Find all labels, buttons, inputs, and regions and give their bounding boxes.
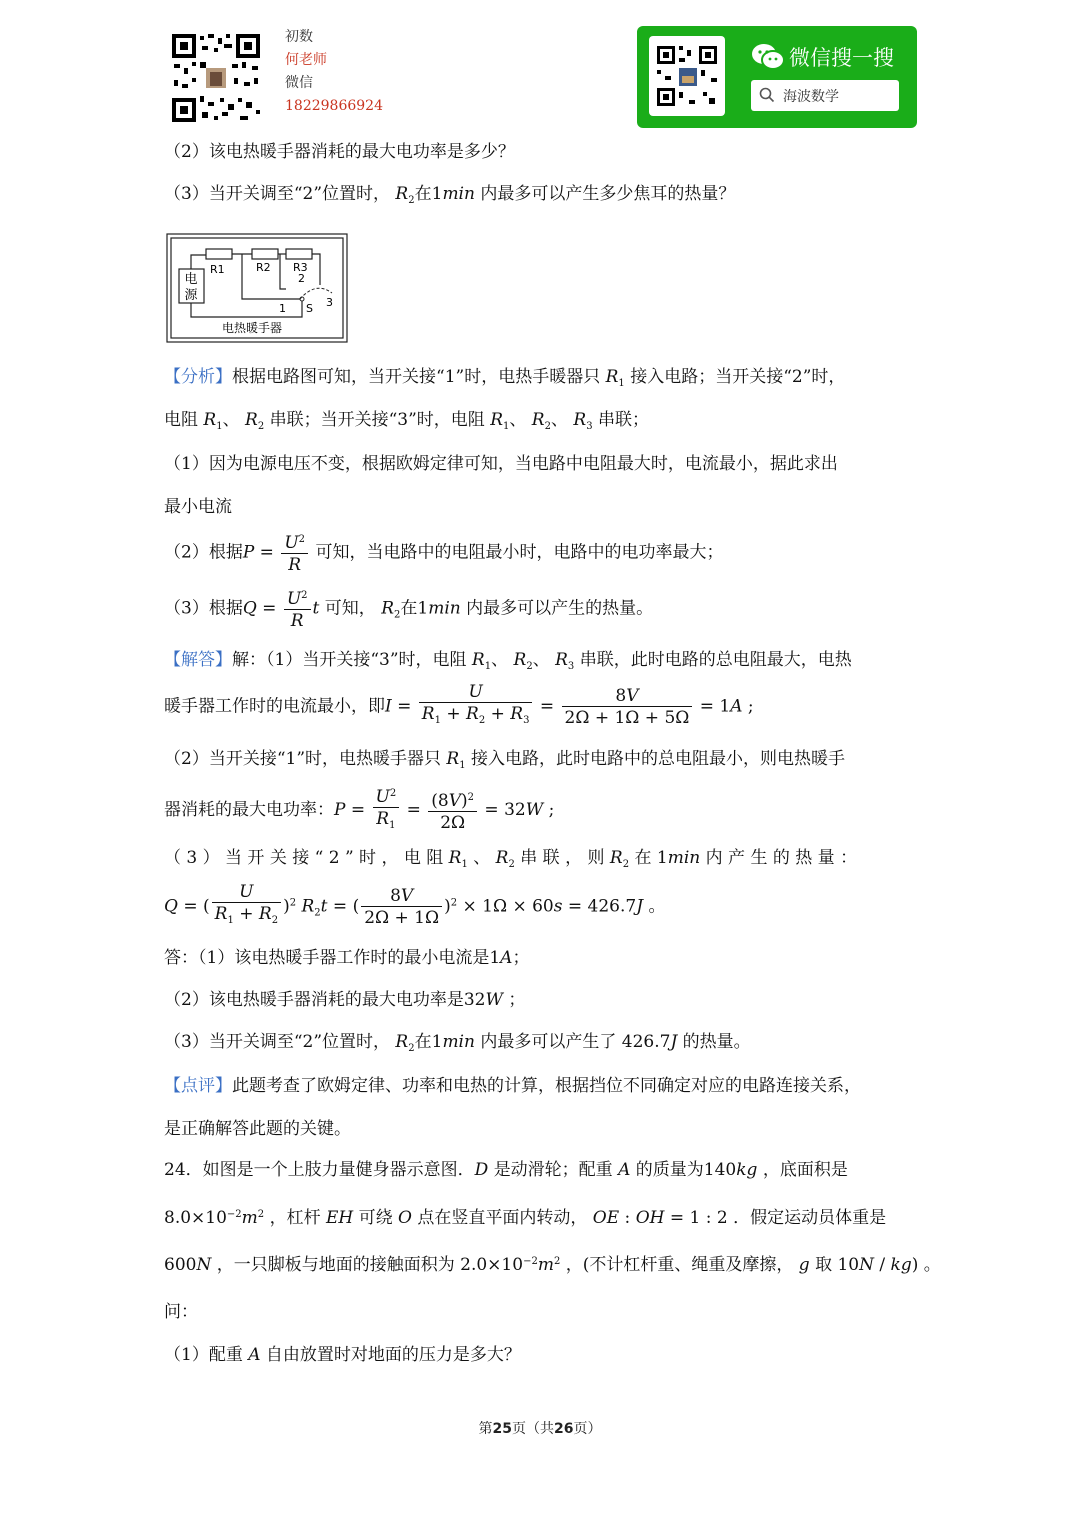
wechat-logo-icon xyxy=(750,42,786,72)
text: 可知，当电路中的电阻最小时，电路中的电功率最大； xyxy=(315,542,724,563)
text: （2）该电热暖手器消耗的最大电功率是多少？ xyxy=(164,142,515,162)
wechat-search-box[interactable] xyxy=(751,80,899,111)
text: 串联；当开关接“3”时，电阻 xyxy=(269,410,485,430)
analysis-line: （1）因为电源电压不变，根据欧姆定律可知，当电路中电阻最大时，电流最小，据此求出 xyxy=(164,454,838,474)
text: 接入电路，此时电路中的总电阻最小，则电热暖手 xyxy=(471,749,846,769)
text: 根据电路图可知，当开关接“1”时，电热手暖器只 xyxy=(232,367,601,387)
text: 取 xyxy=(815,1255,833,1275)
comment-line: 是正确解答此题的关键。 xyxy=(164,1119,351,1139)
text: （3）当开关调至“2”位置时， xyxy=(164,1032,391,1052)
answer-line: 【解答】解：（1）当开关接“3”时，电阻 $R_1$、 $R_2$、 $R_3$ 串联，此时电路的总电阻最大，电热 xyxy=(164,650,852,672)
text: 解：（1）当开关接“3”时，电阻 xyxy=(232,650,467,670)
page-footer xyxy=(0,1418,1080,1438)
answer-line: Q = ( $\frac{U}{R_1 + R_2}$ )$^2$ $R_2t$ = ( $\frac{8V}{2\Omega + 1\Omega}$ )$^2$ × 1Ω × 60s = 426.7J 。 xyxy=(164,882,665,932)
contact-block xyxy=(285,26,383,118)
comment-tag: 【点评】 xyxy=(164,1076,232,1096)
text: 暖手器工作时的电流最小，即 xyxy=(164,696,385,717)
question-line xyxy=(164,140,515,164)
text: 接入电路；当开关接“2”时， xyxy=(630,367,846,387)
text: 是动滑轮；配重 xyxy=(493,1160,613,1180)
circuit-diagram xyxy=(166,233,348,343)
circuit-label: 2 xyxy=(298,272,305,285)
wechat-qr-code xyxy=(649,36,725,116)
question-line: （3）当开关调至“2”位置时， $R_2$在1min 内最多可以产生多少焦耳的热量？ xyxy=(164,184,736,206)
text: 内最多可以产生了 xyxy=(480,1032,617,1052)
question-line: $8.0\times 10^{-2}m^2$ ，杠杆 EH 可绕 O 点在竖直平面内转动， OE : OH = 1 : 2 ．假定运动员体重是 xyxy=(164,1208,887,1228)
search-query: 海波数学 xyxy=(783,89,839,105)
fraction: $\frac{U^2}{R}$ xyxy=(281,530,308,576)
text: （ 3 ） 当 开 关 接 “ 2 ” 时 ， 电 阻 xyxy=(164,848,444,868)
fraction: $\frac{8V}{2\Omega + 1\Omega}$ xyxy=(361,886,442,929)
text: 此题考查了欧姆定律、功率和电热的计算，根据挡位不同确定对应的电路连接关系， xyxy=(232,1076,861,1096)
text: 在 xyxy=(414,184,432,204)
text: ，(不计杠杆重、绳重及摩擦， xyxy=(565,1255,794,1275)
text: （2）根据 xyxy=(164,542,243,563)
contact-line: 微信 xyxy=(285,75,313,91)
circuit-label: S xyxy=(306,302,313,315)
analysis-line: 电阻 $R_1$、 $R_2$ 串联；当开关接“3”时，电阻 $R_1$、 $R_2$、 $R_3$ 串联； xyxy=(164,410,649,432)
text: 在 xyxy=(634,848,652,868)
text: （2）该电热暖手器消耗的最大电功率是 xyxy=(164,990,464,1010)
text: ．假定运动员体重是 xyxy=(733,1208,887,1228)
answer-line: 答：（1）该电热暖手器工作时的最小电流是1A； xyxy=(164,948,530,968)
analysis-tag: 【分析】 xyxy=(164,367,232,387)
analysis-line: 【分析】根据电路图可知，当开关接“1”时，电热手暖器只 $R_1$ 接入电路；当开关接“2”时， xyxy=(164,367,846,389)
fraction: $\frac{(8V)^2}{2\Omega}$ xyxy=(428,788,477,834)
question-line: 问： xyxy=(164,1302,198,1322)
text: （3）当开关调至“2”位置时， xyxy=(164,184,391,204)
fraction: $\frac{U^2}{R}$ xyxy=(284,586,311,632)
text: 串联； xyxy=(597,410,649,430)
contact-phone: 18229866924 xyxy=(285,98,383,114)
text: （2）当开关接“1”时，电热暖手器只 xyxy=(164,749,442,769)
wechat-qr-box xyxy=(649,36,725,116)
question-line: 600N ，一只脚板与地面的接触面积为 $2.0\times 10^{-2}m^2$ ，(不计杠杆重、绳重及摩擦， g 取 10N / kg) 。 xyxy=(164,1255,941,1275)
answer-line: 暖手器工作时的电流最小，即I = $\frac{U}{R_1 + R_2 + R_3}$ = $\frac{8V}{2\Omega + 1\Omega + 5\Omega}$ = 1A ; xyxy=(164,682,754,732)
text: 串 联 ， 则 xyxy=(520,848,605,868)
text: 电阻 xyxy=(164,410,198,430)
fraction: $\frac{U}{R_1 + R_2 + R_3}$ xyxy=(419,682,533,732)
analysis-line: （3）根据Q = $\frac{U^2}{R}$ t 可知， $R_2$在1min 内最多可以产生的热量。 xyxy=(164,586,653,632)
circuit-label: 3 xyxy=(326,296,333,309)
answer-line: （2）当开关接“1”时，电热暖手器只 $R_1$ 接入电路，此时电路中的总电阻最小，则电热暖手 xyxy=(164,749,846,771)
circuit-label: 1 xyxy=(279,302,286,315)
answer-line: 器消耗的最大电功率：P = $\frac{U^2}{R_1}$ = $\frac{(8V)^2}{2\Omega}$ = 32W ; xyxy=(164,784,554,837)
text: （3）根据 xyxy=(164,598,243,619)
text: 自由放置时对地面的压力是多大？ xyxy=(265,1345,521,1365)
text: 答：（1）该电热暖手器工作时的最小电流是 xyxy=(164,948,490,968)
question-line: （1）配重 A 自由放置时对地面的压力是多大？ xyxy=(164,1345,521,1365)
circuit-caption: 电热暖手器 xyxy=(221,321,283,335)
page-number: 25 xyxy=(492,1421,512,1437)
text: 可知， xyxy=(324,598,376,619)
text: 可绕 xyxy=(358,1208,393,1228)
page-total: 26 xyxy=(554,1421,574,1437)
circuit-label: R2 xyxy=(256,261,271,274)
search-icon xyxy=(759,87,775,103)
analysis-line: （2）根据P = $\frac{U^2}{R}$ 可知，当电路中的电阻最小时，电路中的电功率最大； xyxy=(164,530,723,576)
fraction: $\frac{8V}{2\Omega + 1\Omega + 5\Omega}$ xyxy=(562,686,693,729)
circuit-label: 源 xyxy=(184,288,198,303)
qr-code-image xyxy=(170,32,262,124)
circuit-label: 电 xyxy=(184,272,198,287)
text: 内 产 生 的 热 量 ： xyxy=(705,848,858,868)
answer-line: （2）该电热暖手器消耗的最大电功率是32W ； xyxy=(164,990,526,1010)
text: 第 xyxy=(478,1421,493,1437)
text: 器消耗的最大电功率： xyxy=(164,800,334,820)
contact-line: 何老师 xyxy=(285,52,327,68)
contact-line: 初数 xyxy=(285,29,313,45)
text: 。 xyxy=(923,1255,941,1275)
text: ，杠杆 xyxy=(269,1208,321,1228)
circuit-label: R1 xyxy=(210,263,225,276)
comment-line xyxy=(164,1074,861,1098)
text: （1）配重 xyxy=(164,1345,243,1365)
text: 串联，此时电路的总电阻最大，电热 xyxy=(579,650,852,670)
wechat-search-card[interactable] xyxy=(637,26,917,128)
text: 24．如图是一个上肢力量健身器示意图． xyxy=(164,1160,475,1180)
text: ，底面积是 xyxy=(762,1160,848,1180)
analysis-line: 最小电流 xyxy=(164,497,232,517)
text: 页） xyxy=(573,1421,602,1437)
answer-line: （ 3 ） 当 开 关 接 “ 2 ” 时 ， 电 阻 $R_1$ 、 $R_2$ 串 联 ， 则 $R_2$ 在 1min 内 产 生 的 热 量 ： xyxy=(164,848,858,870)
answer-line: （3）当开关调至“2”位置时， $R_2$在1min 内最多可以产生了 426.7J 的热量。 xyxy=(164,1032,751,1054)
wechat-search-title: 微信搜一搜 xyxy=(789,46,894,70)
text: 内最多可以产生的热量。 xyxy=(466,598,654,619)
text: 的质量为 xyxy=(635,1160,704,1180)
text: ，一只脚板与地面的接触面积为 xyxy=(216,1255,455,1275)
answer-tag: 【解答】 xyxy=(164,650,232,670)
fraction: $\frac{U}{R_1 + R_2}$ xyxy=(212,882,281,932)
text: 在 xyxy=(414,1032,432,1052)
fraction: $\frac{U^2}{R_1}$ xyxy=(373,784,400,837)
text: 点在竖直平面内转动， xyxy=(417,1208,588,1228)
text: 的热量。 xyxy=(682,1032,751,1052)
text: 页（共 xyxy=(512,1421,554,1437)
text: 内最多可以产生多少焦耳的热量？ xyxy=(480,184,736,204)
circuit-label: R3 xyxy=(293,261,308,274)
text: 在 xyxy=(400,598,418,619)
question-line: 24．如图是一个上肢力量健身器示意图．D 是动滑轮；配重 A 的质量为140kg ，底面积是 xyxy=(164,1160,848,1180)
